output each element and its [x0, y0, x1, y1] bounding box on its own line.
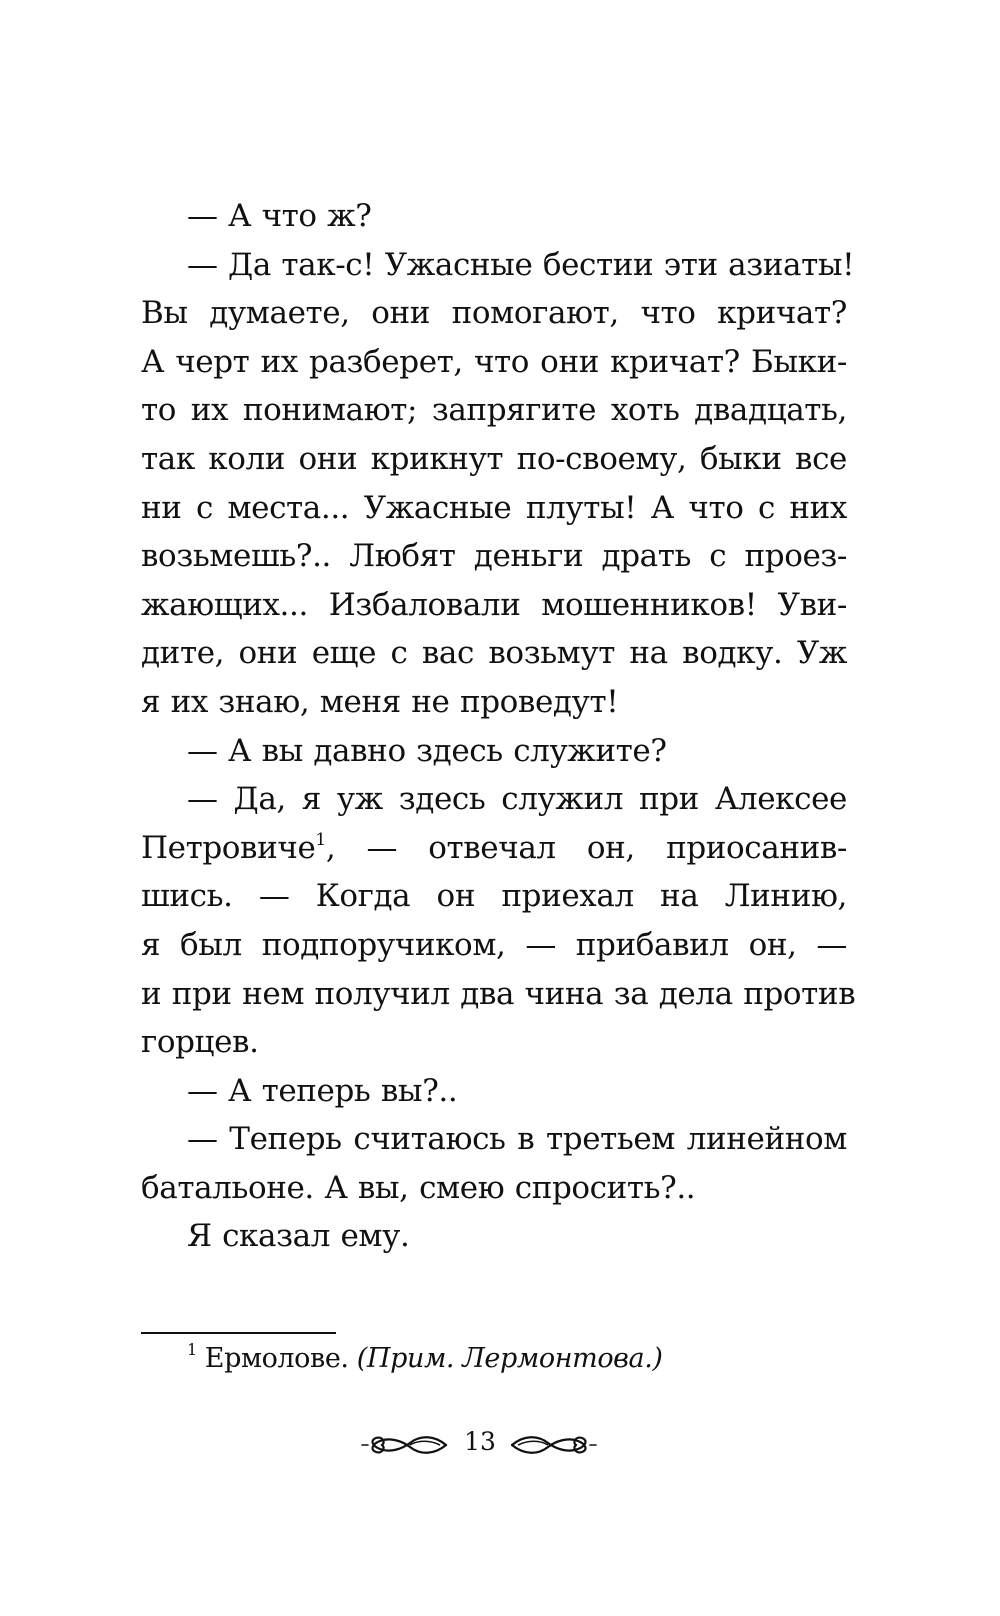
text-line: Вы думаете, они помогают, что кричат? — [141, 295, 847, 332]
text-line: Я сказал ему. — [187, 1218, 410, 1255]
text-line: А черт их разберет, что они кричат? Быки- — [141, 343, 847, 380]
text-line: горцев. — [141, 1024, 259, 1061]
paragraph — [141, 241, 855, 727]
paragraph — [141, 775, 856, 1067]
text-line: то их понимают; запрягите хоть двадцать, — [141, 392, 847, 429]
text-line: батальоне. А вы, смею спросить?.. — [141, 1169, 696, 1206]
text-fragment: , — отвечал он, приосанив- — [325, 829, 847, 866]
text-line: дите, они еще с вас возьмут на водку. Уж — [141, 635, 847, 672]
text-line: я их знаю, меня не проведут! — [141, 683, 619, 720]
text-line: так коли они крикнут по-своему, быки все — [141, 440, 847, 477]
main-text — [141, 192, 856, 1261]
left-flourish-icon — [360, 1432, 448, 1458]
text-line: — А что ж? — [187, 198, 372, 234]
text-line: — Да так-с! Ужасные бестии эти азиаты! — [187, 246, 855, 283]
paragraph — [141, 1067, 847, 1116]
text-line: жающих... Избаловали мошенников! Уви- — [141, 586, 847, 623]
paragraph — [141, 192, 847, 241]
footnote-marker: 1 — [187, 1340, 197, 1359]
text-line: — А теперь вы?.. — [187, 1072, 458, 1109]
paragraph — [141, 1115, 847, 1212]
page-number: 13 — [464, 1427, 496, 1456]
text-line: — А вы давно здесь служите? — [187, 732, 667, 769]
text-line: возьмешь?.. Любят деньги драть с проез- — [141, 538, 847, 575]
text-line-with-footnote — [141, 824, 847, 873]
footnote-reference[interactable]: 1 — [315, 829, 326, 850]
text-line: — Теперь считаюсь в третьем линейном — [187, 1121, 847, 1158]
footnote-divider — [141, 1332, 336, 1334]
footnote — [187, 1341, 827, 1377]
paragraph — [141, 727, 847, 776]
footnote-text: Ермолове. — [204, 1343, 349, 1374]
text-line: — Да, я уж здесь служил при Алексее — [187, 781, 847, 818]
paragraph — [141, 1212, 847, 1261]
text-fragment: Петровиче — [141, 829, 316, 866]
page-folio — [360, 1424, 600, 1468]
text-line: ни с места... Ужасные плуты! А что с них — [141, 489, 847, 526]
text-line: шись. — Когда он приехал на Линию, — [141, 878, 847, 915]
text-line: и при нем получил два чина за дела против — [141, 975, 856, 1012]
text-line: я был подпоручиком, — прибавил он, — — [141, 926, 847, 963]
footnote-note: (Прим. Лермонтова.) — [356, 1343, 663, 1374]
right-flourish-icon — [510, 1432, 598, 1458]
